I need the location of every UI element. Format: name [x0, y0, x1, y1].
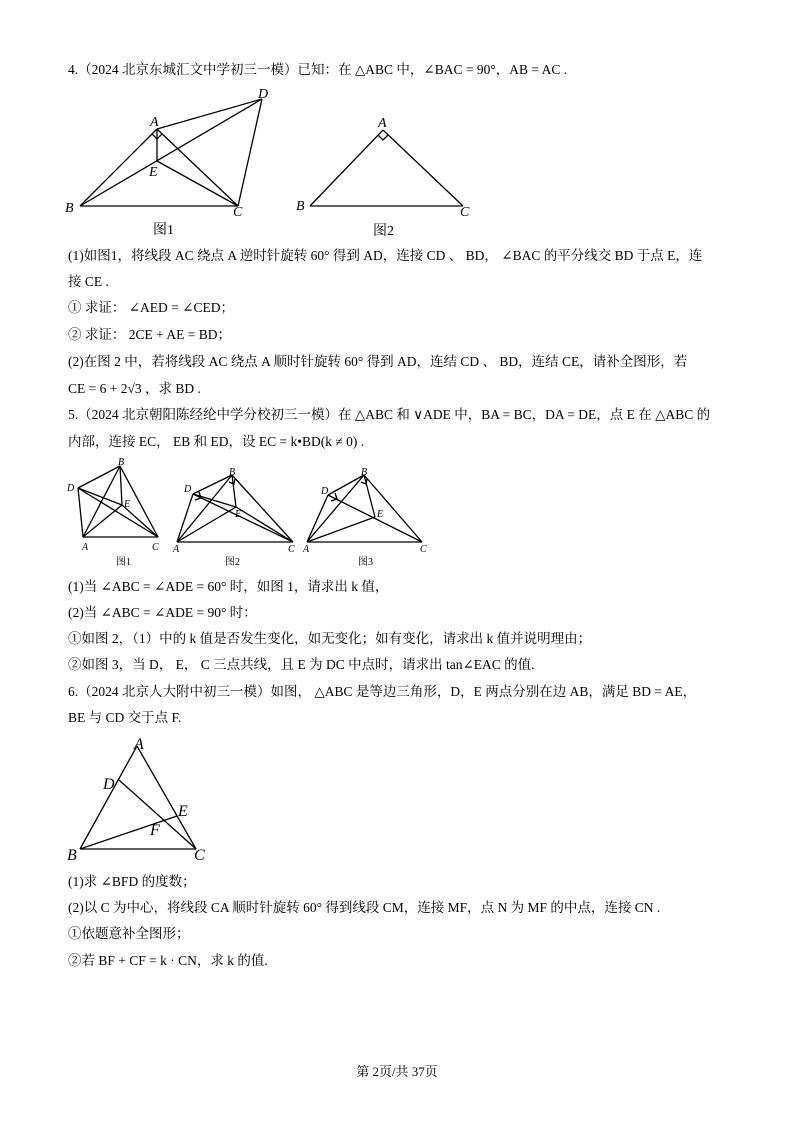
p5f1-label-B: B: [118, 457, 125, 468]
p5f2-label-C: C: [288, 544, 295, 555]
p5f1-label-E: E: [124, 499, 131, 510]
problem-5-figure-2: [170, 462, 300, 570]
fig1-label-C: C: [233, 205, 243, 220]
p5f2-label-D: D: [184, 484, 192, 495]
problem-6-q2-b: ②若 BF + CF = k · CN，求 k 的值.: [68, 953, 268, 968]
problem-4-figure-2: [290, 110, 490, 242]
fig1-label-E: E: [149, 165, 158, 180]
p5f1-caption: 图1: [116, 557, 131, 568]
fig1-label-B: B: [65, 201, 74, 216]
problem-5-header-line1: 5.（2024 北京朝阳陈经纶中学分校初三一模）在 △ABC 和 ∨ADE 中，BA = BC，DA = DE，点 E 在 △ABC 的: [68, 407, 711, 422]
p5f3-label-D: D: [321, 486, 329, 497]
p5f2-caption: 图2: [225, 557, 240, 568]
problem-4-q1-line2: 接 CE .: [68, 274, 109, 289]
problem-6-q2-a: ①依题意补全图形；: [68, 926, 190, 941]
problem-4-q2-line1: (2)在图 2 中，若将线段 AC 绕点 A 顺时针旋转 60° 得到 AD，连结 CD 、 BD，连结 CE，请补全图形，若: [68, 354, 688, 369]
p5f2-label-B: B: [229, 467, 236, 478]
p6-label-B: B: [67, 847, 77, 864]
problem-4-header: 4.（2024 北京东城汇文中学初三一模）已知：在 △ABC 中，∠BAC = 90°，AB = AC .: [68, 62, 568, 77]
p6-label-A: A: [134, 736, 144, 753]
problem-5-header-line2: 内部，连接 EC， EB 和 ED，设 EC = k•BD(k ≠ 0) .: [68, 434, 365, 449]
p6-label-D: D: [103, 776, 115, 793]
fig1-label-A: A: [150, 115, 159, 130]
p6-label-F: F: [150, 822, 160, 839]
p5f2-label-A: A: [173, 544, 180, 555]
p5f2-label-E: E: [235, 509, 242, 520]
fig2-label-B: B: [296, 199, 305, 214]
p5f1-label-D: D: [67, 483, 75, 494]
p5f3-label-B: B: [361, 467, 368, 478]
problem-6-q1: (1)求 ∠BFD 的度数；: [68, 874, 196, 889]
p5f1-label-A: A: [82, 542, 89, 553]
problem-4-q1-line1: (1)如图1，将线段 AC 绕点 A 逆时针旋转 60° 得到 AD，连接 CD 、 BD， ∠BAC 的平分线交 BD 于点 E，连: [68, 248, 703, 263]
problem-5-q2: (2)当 ∠ABC = ∠ADE = 90° 时：: [68, 605, 257, 620]
p6-label-C: C: [194, 847, 205, 864]
fig1-caption: 图1: [153, 223, 174, 238]
fig2-label-C: C: [460, 205, 470, 220]
problem-6-header-line1: 6.（2024 北京人大附中初三一模）如图， △ABC 是等边三角形，D，E 两点分别在边 AB，满足 BD = AE，: [68, 684, 697, 699]
problem-5-q1: (1)当 ∠ABC = ∠ADE = 60° 时，如图 1，请求出 k 值，: [68, 579, 389, 594]
problem-4-q1-b: ② 求证： 2CE + AE = BD；: [68, 327, 231, 342]
problem-5-figure-3: [300, 462, 435, 570]
problem-5-q2-b: ②如图 3，当 D， E， C 三点共线，且 E 为 DC 中点时，请求出 tan∠EAC 的值.: [68, 657, 535, 672]
p5f3-label-A: A: [303, 544, 310, 555]
problem-6-q2: (2)以 C 为中心，将线段 CA 顺时针旋转 60° 得到线段 CM，连接 MF，点 N 为 MF 的中点，连接 CN .: [68, 900, 661, 915]
problem-5-q2-a: ①如图 2，（1）中的 k 值是否发生变化，如无变化；如有变化，请求出 k 值并说明理由；: [68, 631, 592, 646]
p6-label-E: E: [178, 803, 188, 820]
fig2-label-A: A: [378, 116, 387, 131]
problem-4-q1-a: ① 求证： ∠AED = ∠CED；: [68, 300, 234, 315]
p5f3-caption: 图3: [358, 557, 373, 568]
page-footer: 第 2页/共 37页: [356, 1064, 438, 1079]
p5f1-label-C: C: [152, 542, 159, 553]
fig2-caption: 图2: [373, 224, 394, 239]
problem-4-figure-1: [60, 82, 280, 242]
p5f3-label-E: E: [377, 509, 384, 520]
fig1-lines: [80, 99, 262, 206]
problem-6-header-line2: BE 与 CD 交于点 F.: [68, 710, 182, 725]
problem-6-figure: [62, 730, 222, 870]
problem-5-figure-1: [60, 455, 170, 570]
problem-4-q2-line2: CE = 6 + 2√3 ，求 BD .: [68, 381, 201, 396]
p5f3-label-C: C: [420, 544, 427, 555]
fig1-label-D: D: [258, 87, 269, 102]
